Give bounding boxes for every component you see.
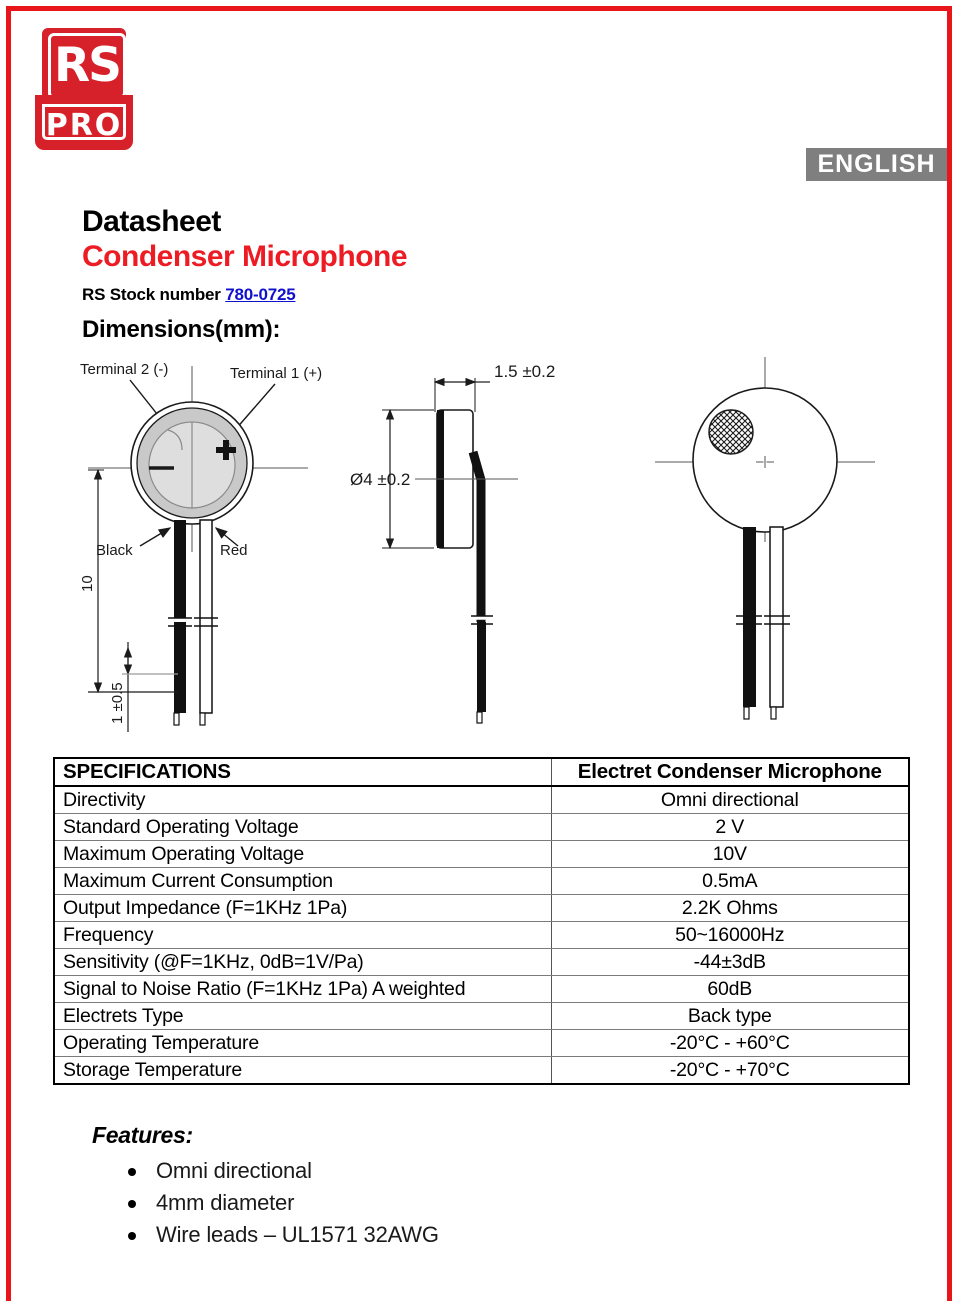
stock-number-link[interactable]: 780-0725 — [225, 285, 296, 304]
spec-value: Omni directional — [551, 786, 909, 814]
dim-lead-label: 1 ±0.5 — [109, 682, 126, 724]
features-list — [92, 1155, 692, 1251]
stock-number-line — [82, 285, 407, 305]
terminal1-label: Terminal 1 (+) — [230, 365, 323, 382]
stock-number-label: RS Stock number — [82, 285, 221, 304]
page-border-top — [6, 6, 952, 11]
table-row — [54, 1030, 909, 1057]
list-item: Omni directional — [92, 1155, 692, 1187]
spec-value: -20°C - +60°C — [551, 1030, 909, 1057]
logo-pro-block — [35, 95, 133, 150]
dimensions-heading: Dimensions(mm): — [82, 316, 281, 343]
spec-value: 2.2K Ohms — [551, 895, 909, 922]
spec-value: 60dB — [551, 976, 909, 1003]
spec-header-value: Electret Condenser Microphone — [551, 758, 909, 786]
table-row — [54, 895, 909, 922]
list-item: Wire leads – UL1571 32AWG — [92, 1219, 692, 1251]
logo-top-block — [39, 25, 129, 103]
spec-label: Sensitivity (@F=1KHz, 0dB=1V/Pa) — [54, 949, 551, 976]
table-row — [54, 814, 909, 841]
drawing-front-view — [79, 361, 322, 732]
dim-thickness-label: 1.5 ±0.2 — [494, 362, 556, 381]
drawing-side-view — [350, 362, 555, 723]
product-title: Condenser Microphone — [82, 240, 408, 273]
black-wire-label: Black — [96, 542, 133, 559]
rs-pro-logo — [35, 25, 133, 153]
logo-rs-text: RS — [48, 33, 126, 99]
table-header-row — [54, 758, 909, 786]
spec-label: Signal to Noise Ratio (F=1KHz 1Pa) A weighted — [54, 976, 551, 1003]
spec-label: Maximum Operating Voltage — [54, 841, 551, 868]
table-row — [54, 949, 909, 976]
page-title: Datasheet — [82, 205, 221, 238]
table-row — [54, 922, 909, 949]
spec-label: Electrets Type — [54, 1003, 551, 1030]
language-banner: ENGLISH — [806, 148, 947, 181]
sound-hole — [709, 410, 753, 454]
features-section — [92, 1122, 692, 1251]
spec-label: Operating Temperature — [54, 1030, 551, 1057]
spec-label: Output Impedance (F=1KHz 1Pa) — [54, 895, 551, 922]
table-row — [54, 1003, 909, 1030]
page-border-left — [6, 6, 11, 1301]
spec-value: 2 V — [551, 814, 909, 841]
dimension-drawings — [70, 352, 890, 737]
page-border-right — [947, 6, 952, 1301]
spec-value: -20°C - +70°C — [551, 1057, 909, 1085]
spec-label: Standard Operating Voltage — [54, 814, 551, 841]
drawing-rear-view — [655, 357, 875, 719]
table-row — [54, 786, 909, 814]
spec-value: 0.5mA — [551, 868, 909, 895]
specifications-table — [53, 757, 910, 1085]
spec-value: -44±3dB — [551, 949, 909, 976]
spec-value: 10V — [551, 841, 909, 868]
spec-value: Back type — [551, 1003, 909, 1030]
table-row — [54, 868, 909, 895]
terminal2-label: Terminal 2 (-) — [80, 361, 169, 378]
dim-diameter-label: Ø4 ±0.2 — [350, 470, 411, 489]
spec-label: Storage Temperature — [54, 1057, 551, 1085]
table-row — [54, 1057, 909, 1085]
spec-label: Directivity — [54, 786, 551, 814]
spec-value: 50~16000Hz — [551, 922, 909, 949]
spec-table-body — [54, 758, 909, 1084]
spec-label: Frequency — [54, 922, 551, 949]
red-wire-label: Red — [220, 542, 248, 559]
dim-length-label: 10 — [79, 575, 96, 592]
table-row — [54, 841, 909, 868]
table-row — [54, 976, 909, 1003]
spec-label: Maximum Current Consumption — [54, 868, 551, 895]
spec-header-label: SPECIFICATIONS — [54, 758, 551, 786]
header-block — [82, 205, 407, 344]
features-heading: Features: — [92, 1122, 193, 1148]
logo-pro-text: PRO — [45, 108, 123, 143]
list-item: 4mm diameter — [92, 1187, 692, 1219]
